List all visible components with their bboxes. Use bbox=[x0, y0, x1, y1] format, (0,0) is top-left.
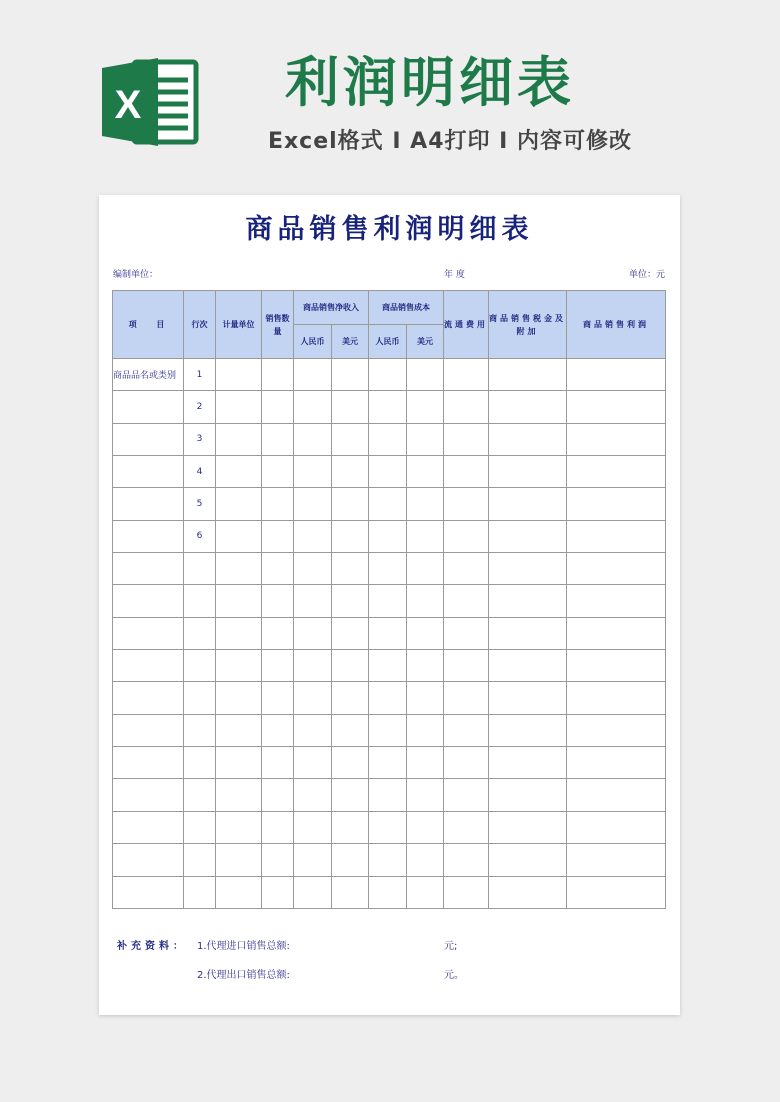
data-cell[interactable] bbox=[444, 585, 489, 617]
data-cell[interactable] bbox=[369, 844, 407, 876]
table-row bbox=[113, 391, 666, 423]
data-cell[interactable] bbox=[567, 811, 666, 843]
table-row bbox=[113, 456, 666, 488]
data-cell[interactable] bbox=[369, 520, 407, 552]
row-number-cell[interactable] bbox=[184, 747, 216, 779]
data-cell[interactable] bbox=[294, 423, 332, 455]
data-cell[interactable] bbox=[444, 682, 489, 714]
data-cell[interactable] bbox=[216, 585, 262, 617]
table-row bbox=[113, 359, 666, 391]
data-cell[interactable] bbox=[262, 553, 294, 585]
data-cell[interactable] bbox=[489, 553, 567, 585]
header-tax: 商品销售税金及附加 bbox=[489, 291, 567, 359]
row-number-cell[interactable]: 6 bbox=[184, 520, 216, 552]
table-row bbox=[113, 811, 666, 843]
data-cell[interactable] bbox=[332, 520, 369, 552]
compiler-label: 编制单位： bbox=[113, 270, 159, 280]
data-cell[interactable] bbox=[489, 585, 567, 617]
row-number-cell[interactable] bbox=[184, 682, 216, 714]
data-cell[interactable] bbox=[489, 617, 567, 649]
header-item: 项 目 bbox=[113, 291, 184, 359]
data-cell[interactable] bbox=[407, 779, 444, 811]
table-row bbox=[113, 682, 666, 714]
data-cell[interactable] bbox=[407, 488, 444, 520]
data-cell[interactable] bbox=[332, 553, 369, 585]
data-cell[interactable] bbox=[262, 747, 294, 779]
data-cell[interactable] bbox=[444, 779, 489, 811]
data-cell[interactable] bbox=[332, 585, 369, 617]
header-usd2: 美元 bbox=[407, 325, 444, 359]
data-cell[interactable] bbox=[262, 714, 294, 746]
data-cell[interactable] bbox=[567, 779, 666, 811]
data-cell[interactable] bbox=[407, 456, 444, 488]
import-sales-unit: 元; bbox=[444, 941, 458, 952]
data-cell[interactable] bbox=[369, 811, 407, 843]
data-cell[interactable] bbox=[216, 520, 262, 552]
banner-title: 利润明细表 bbox=[285, 51, 575, 114]
table-row bbox=[113, 779, 666, 811]
data-cell[interactable] bbox=[332, 682, 369, 714]
item-cell[interactable] bbox=[113, 811, 184, 843]
data-cell[interactable] bbox=[332, 811, 369, 843]
data-cell[interactable] bbox=[444, 553, 489, 585]
header-rmb: 人民币 bbox=[294, 325, 332, 359]
header-net-income: 商品销售净收入 bbox=[294, 291, 369, 325]
data-cell[interactable] bbox=[489, 682, 567, 714]
data-cell[interactable] bbox=[489, 650, 567, 682]
data-cell[interactable] bbox=[294, 617, 332, 649]
data-cell[interactable] bbox=[216, 844, 262, 876]
data-cell[interactable] bbox=[369, 456, 407, 488]
unit-label: 单位：元 bbox=[628, 270, 665, 280]
data-cell[interactable] bbox=[489, 391, 567, 423]
data-cell[interactable] bbox=[294, 359, 332, 391]
logo-letter: X bbox=[114, 83, 142, 127]
data-cell[interactable] bbox=[294, 585, 332, 617]
data-cell[interactable] bbox=[294, 876, 332, 908]
item-cell[interactable] bbox=[113, 553, 184, 585]
header-rmb2: 人民币 bbox=[369, 325, 407, 359]
data-cell[interactable] bbox=[262, 456, 294, 488]
data-cell[interactable] bbox=[216, 423, 262, 455]
data-cell[interactable] bbox=[567, 520, 666, 552]
data-cell[interactable] bbox=[262, 650, 294, 682]
item-cell[interactable] bbox=[113, 844, 184, 876]
item-cell[interactable] bbox=[113, 876, 184, 908]
data-cell[interactable] bbox=[369, 359, 407, 391]
data-cell[interactable] bbox=[262, 876, 294, 908]
data-cell[interactable] bbox=[216, 779, 262, 811]
data-cell[interactable] bbox=[332, 391, 369, 423]
data-cell[interactable] bbox=[567, 423, 666, 455]
data-cell[interactable] bbox=[332, 423, 369, 455]
data-cell[interactable] bbox=[567, 617, 666, 649]
data-cell[interactable] bbox=[262, 844, 294, 876]
data-cell[interactable] bbox=[216, 682, 262, 714]
data-cell[interactable] bbox=[489, 520, 567, 552]
data-cell[interactable] bbox=[567, 359, 666, 391]
data-cell[interactable] bbox=[294, 682, 332, 714]
data-cell[interactable] bbox=[262, 423, 294, 455]
excel-logo-icon bbox=[100, 56, 200, 148]
data-cell[interactable] bbox=[369, 553, 407, 585]
data-cell[interactable] bbox=[332, 617, 369, 649]
row-number-cell[interactable]: 5 bbox=[184, 488, 216, 520]
table-row bbox=[113, 520, 666, 552]
row-number-cell[interactable]: 4 bbox=[184, 456, 216, 488]
row-number-cell[interactable] bbox=[184, 585, 216, 617]
data-cell[interactable] bbox=[489, 423, 567, 455]
data-cell[interactable] bbox=[407, 876, 444, 908]
row-number-cell[interactable] bbox=[184, 844, 216, 876]
data-cell[interactable] bbox=[407, 359, 444, 391]
data-cell[interactable] bbox=[369, 682, 407, 714]
data-cell[interactable] bbox=[489, 747, 567, 779]
table-row bbox=[113, 876, 666, 908]
data-cell[interactable] bbox=[262, 359, 294, 391]
data-cell[interactable] bbox=[369, 585, 407, 617]
data-cell[interactable] bbox=[444, 617, 489, 649]
table-row bbox=[113, 423, 666, 455]
header-qty: 销售数量 bbox=[262, 291, 294, 359]
data-cell[interactable] bbox=[489, 359, 567, 391]
profit-table bbox=[112, 290, 666, 909]
item-cell[interactable] bbox=[113, 650, 184, 682]
data-cell[interactable] bbox=[216, 876, 262, 908]
table-row bbox=[113, 553, 666, 585]
data-cell[interactable] bbox=[444, 391, 489, 423]
data-cell[interactable] bbox=[567, 456, 666, 488]
data-cell[interactable] bbox=[407, 423, 444, 455]
item-cell[interactable] bbox=[113, 682, 184, 714]
data-cell[interactable] bbox=[332, 747, 369, 779]
data-cell[interactable] bbox=[216, 617, 262, 649]
data-cell[interactable] bbox=[216, 747, 262, 779]
data-cell[interactable] bbox=[332, 456, 369, 488]
data-cell[interactable] bbox=[369, 423, 407, 455]
data-cell[interactable] bbox=[567, 876, 666, 908]
data-cell[interactable] bbox=[369, 876, 407, 908]
table-row bbox=[113, 714, 666, 746]
row-number-cell[interactable] bbox=[184, 811, 216, 843]
data-cell[interactable] bbox=[216, 359, 262, 391]
row-number-cell[interactable] bbox=[184, 876, 216, 908]
data-cell[interactable] bbox=[332, 650, 369, 682]
header-circulation: 流通费用 bbox=[444, 291, 489, 359]
data-cell[interactable] bbox=[407, 391, 444, 423]
data-cell[interactable] bbox=[567, 747, 666, 779]
row-number-cell[interactable]: 2 bbox=[184, 391, 216, 423]
data-cell[interactable] bbox=[489, 844, 567, 876]
year-label: 年 度 bbox=[444, 270, 465, 280]
data-cell[interactable] bbox=[407, 553, 444, 585]
data-cell[interactable] bbox=[489, 811, 567, 843]
export-sales-unit: 元。 bbox=[444, 970, 464, 981]
data-cell[interactable] bbox=[444, 714, 489, 746]
data-cell[interactable] bbox=[294, 844, 332, 876]
item-cell[interactable] bbox=[113, 520, 184, 552]
data-cell[interactable] bbox=[216, 553, 262, 585]
supplementary-label: 补充资料： bbox=[117, 941, 187, 952]
data-cell[interactable] bbox=[216, 811, 262, 843]
row-number-cell[interactable]: 3 bbox=[184, 423, 216, 455]
data-cell[interactable] bbox=[369, 714, 407, 746]
data-cell[interactable] bbox=[567, 488, 666, 520]
data-cell[interactable] bbox=[216, 488, 262, 520]
data-cell[interactable] bbox=[369, 617, 407, 649]
header-cost: 商品销售成本 bbox=[369, 291, 444, 325]
table-row bbox=[113, 617, 666, 649]
data-cell[interactable] bbox=[407, 585, 444, 617]
row-number-cell[interactable]: 1 bbox=[184, 359, 216, 391]
data-cell[interactable] bbox=[489, 456, 567, 488]
header-unit: 计量单位 bbox=[216, 291, 262, 359]
document-title: 商品销售利润明细表 bbox=[245, 214, 534, 245]
data-cell[interactable] bbox=[294, 811, 332, 843]
item-cell[interactable] bbox=[113, 456, 184, 488]
data-cell[interactable] bbox=[567, 682, 666, 714]
data-cell[interactable] bbox=[407, 650, 444, 682]
data-cell[interactable] bbox=[567, 391, 666, 423]
data-cell[interactable] bbox=[444, 423, 489, 455]
data-cell[interactable] bbox=[262, 520, 294, 552]
data-cell[interactable] bbox=[262, 779, 294, 811]
export-sales-total: 2.代理出口销售总额: bbox=[197, 970, 290, 981]
import-sales-total: 1.代理进口销售总额: bbox=[197, 941, 290, 952]
data-cell[interactable] bbox=[294, 520, 332, 552]
item-cell[interactable] bbox=[113, 585, 184, 617]
banner-subtitle: Excel格式 I A4打印 I 内容可修改 bbox=[267, 129, 633, 154]
item-cell[interactable] bbox=[113, 747, 184, 779]
data-cell[interactable] bbox=[567, 714, 666, 746]
data-cell[interactable] bbox=[444, 876, 489, 908]
row-number-cell[interactable] bbox=[184, 553, 216, 585]
data-cell[interactable] bbox=[369, 779, 407, 811]
item-cell[interactable] bbox=[113, 779, 184, 811]
document-sheet bbox=[99, 195, 680, 1015]
data-cell[interactable] bbox=[332, 714, 369, 746]
data-cell[interactable] bbox=[489, 714, 567, 746]
data-cell[interactable] bbox=[407, 714, 444, 746]
header-usd: 美元 bbox=[332, 325, 369, 359]
data-cell[interactable] bbox=[567, 585, 666, 617]
header-profit: 商品销售利润 bbox=[567, 291, 666, 359]
data-cell[interactable] bbox=[407, 617, 444, 649]
data-cell[interactable] bbox=[444, 844, 489, 876]
data-cell[interactable] bbox=[262, 617, 294, 649]
data-cell[interactable] bbox=[369, 391, 407, 423]
data-cell[interactable] bbox=[489, 779, 567, 811]
data-cell[interactable] bbox=[294, 714, 332, 746]
item-cell[interactable] bbox=[113, 488, 184, 520]
data-cell[interactable] bbox=[332, 488, 369, 520]
data-cell[interactable] bbox=[332, 779, 369, 811]
data-cell[interactable] bbox=[407, 844, 444, 876]
data-cell[interactable] bbox=[262, 811, 294, 843]
data-cell[interactable] bbox=[216, 714, 262, 746]
data-cell[interactable] bbox=[444, 747, 489, 779]
data-cell[interactable] bbox=[567, 650, 666, 682]
data-cell[interactable] bbox=[444, 456, 489, 488]
header-row-no: 行次 bbox=[184, 291, 216, 359]
item-cell[interactable] bbox=[113, 391, 184, 423]
data-cell[interactable] bbox=[332, 844, 369, 876]
data-cell[interactable] bbox=[294, 747, 332, 779]
table-body bbox=[113, 359, 666, 909]
row-number-cell[interactable] bbox=[184, 650, 216, 682]
data-cell[interactable] bbox=[294, 391, 332, 423]
data-cell[interactable] bbox=[294, 456, 332, 488]
table-row bbox=[113, 844, 666, 876]
table-row bbox=[113, 488, 666, 520]
data-cell[interactable] bbox=[369, 488, 407, 520]
data-cell[interactable] bbox=[262, 488, 294, 520]
data-cell[interactable] bbox=[216, 650, 262, 682]
item-cell[interactable] bbox=[113, 714, 184, 746]
data-cell[interactable] bbox=[489, 488, 567, 520]
data-cell[interactable] bbox=[294, 553, 332, 585]
data-cell[interactable] bbox=[262, 391, 294, 423]
row-number-cell[interactable] bbox=[184, 779, 216, 811]
item-cell[interactable] bbox=[113, 423, 184, 455]
table-row bbox=[113, 585, 666, 617]
data-cell[interactable] bbox=[369, 747, 407, 779]
item-cell[interactable] bbox=[113, 617, 184, 649]
data-cell[interactable] bbox=[369, 650, 407, 682]
data-cell[interactable] bbox=[294, 650, 332, 682]
data-cell[interactable] bbox=[444, 488, 489, 520]
item-cell[interactable]: 商品品名或类别 bbox=[113, 359, 184, 391]
data-cell[interactable] bbox=[444, 650, 489, 682]
table-row bbox=[113, 747, 666, 779]
data-cell[interactable] bbox=[216, 456, 262, 488]
data-cell[interactable] bbox=[444, 520, 489, 552]
data-cell[interactable] bbox=[407, 747, 444, 779]
data-cell[interactable] bbox=[262, 682, 294, 714]
row-number-cell[interactable] bbox=[184, 617, 216, 649]
data-cell[interactable] bbox=[332, 359, 369, 391]
data-cell[interactable] bbox=[294, 488, 332, 520]
table-row bbox=[113, 650, 666, 682]
data-cell[interactable] bbox=[407, 520, 444, 552]
data-cell[interactable] bbox=[444, 811, 489, 843]
data-cell[interactable] bbox=[407, 682, 444, 714]
data-cell[interactable] bbox=[567, 844, 666, 876]
row-number-cell[interactable] bbox=[184, 714, 216, 746]
data-cell[interactable] bbox=[216, 391, 262, 423]
data-cell[interactable] bbox=[262, 585, 294, 617]
data-cell[interactable] bbox=[567, 553, 666, 585]
data-cell[interactable] bbox=[489, 876, 567, 908]
data-cell[interactable] bbox=[444, 359, 489, 391]
data-cell[interactable] bbox=[332, 876, 369, 908]
data-cell[interactable] bbox=[407, 811, 444, 843]
data-cell[interactable] bbox=[294, 779, 332, 811]
